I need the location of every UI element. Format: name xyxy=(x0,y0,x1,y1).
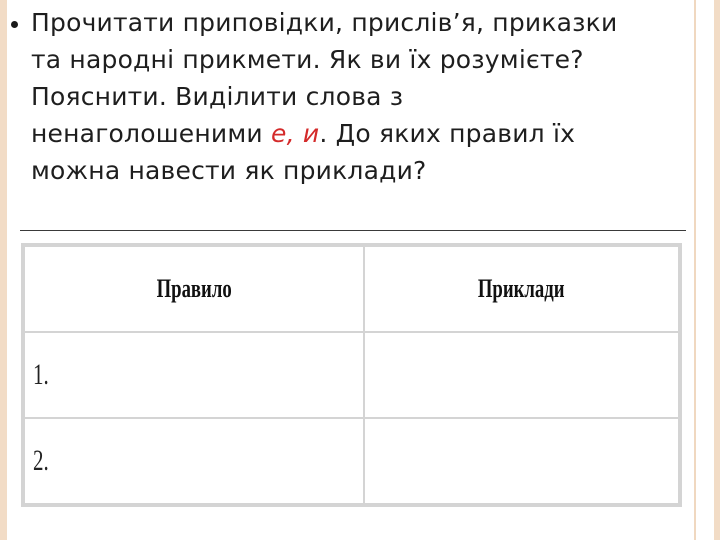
right-accent-border xyxy=(714,0,720,540)
left-accent-border xyxy=(0,0,7,540)
table-header-row xyxy=(24,246,679,332)
task-line-2: та народні прикмети. Як ви їх розумієте? xyxy=(31,45,584,74)
task-emphasis: е, и xyxy=(271,119,320,148)
header-examples: Приклади xyxy=(364,246,679,332)
row-number-cell: 2. xyxy=(24,418,364,504)
task-text xyxy=(31,4,695,189)
divider-line xyxy=(20,230,686,231)
task-line-1: Прочитати приповідки, прислів’я, приказки xyxy=(31,8,618,37)
task-line-5: можна навести як приклади? xyxy=(31,156,427,185)
row-number-cell: 1. xyxy=(24,332,364,418)
task-line-4-start: ненаголошеними xyxy=(31,119,271,148)
header-rule: Правило xyxy=(24,246,364,332)
bullet-icon xyxy=(11,21,18,28)
task-line-3: Пояснити. Виділити слова з xyxy=(31,82,404,111)
table-row xyxy=(24,418,679,504)
row-example-cell xyxy=(364,418,679,504)
rules-table xyxy=(21,243,682,507)
task-line-4-end: . До яких правил їх xyxy=(319,119,576,148)
table-row xyxy=(24,332,679,418)
row-example-cell xyxy=(364,332,679,418)
